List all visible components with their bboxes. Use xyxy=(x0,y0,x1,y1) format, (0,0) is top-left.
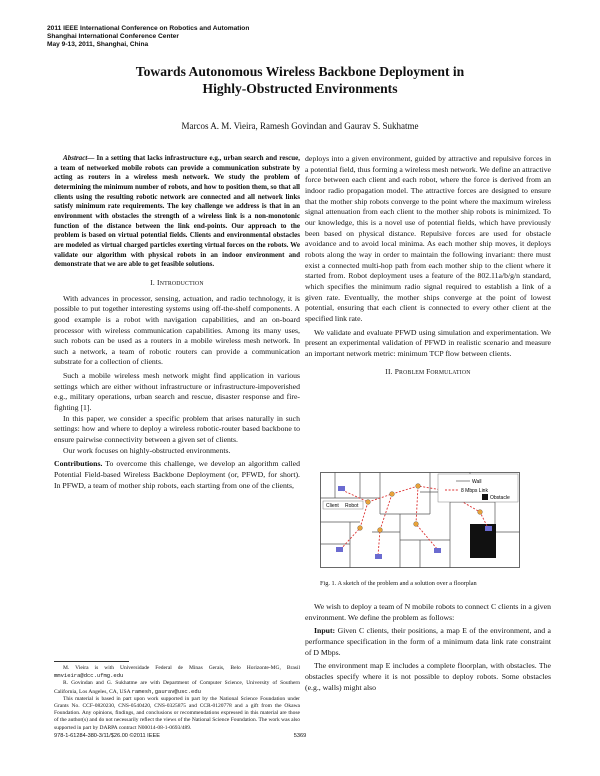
paper-title: Towards Autonomous Wireless Backbone Deployment in Highly-Obstructed Environments xyxy=(135,64,465,96)
footnote-govindan-sukhatme: R. Govindan and G. Sukhatme are with Department of Computer Science, University of Southern California, Los Angeles, CA, USA ramesh,gaurav@usc.edu xyxy=(54,680,300,695)
contributions-paragraph: Contributions. To overcome this challenge, we develop an algorithm called Potential Field-based Wireless Backbone Deployment (or, PFWD, for short). In PFWD, a team of mother ship robots, each starting from one of the clients, xyxy=(54,459,300,490)
footnote-funding: This material is based in part upon work supported in part by the National Science Foundation under Grants No. CCF-0820230, CNS-0540420, CNS-0325875 and CCR-0120778 and a gift from the Okawa Foundation. Any opinions, findings, and conclusions or recommendations expressed in this material are those of the author(s) and do not necessarily reflect the views of the National Science Foundation. The work was also supported in part by DARPA contract N00014-08-1-0693/489. xyxy=(54,695,300,731)
legend-robot: Robot xyxy=(345,503,359,509)
right-column-top xyxy=(305,154,551,379)
abstract xyxy=(54,154,300,270)
right-paragraph-1: deploys into a given environment, guided by attractive and repulsive forces in a potential field, thus forming a wireless mesh network. We define an attractive force between each client and each robot, where the force is derived from an indoor radio propagation model. The attractive forces are designed to ensure that the mother ship robots converge to the point where the maximum wireless signal attenuation from each client to the mother ship robots is minimized. To our knowledge, this is a novel use of potential fields, which have previously been based on physical distance. Repulsive forces are used for obstacle avoidance and to avoid local minima. As each mother ship moves, it deploys robots along the way in order to maintain the following invariant: there must exist a connected multi-hop path from each mother ship to the client where it started from. Robot deployment uses a feature of the 802.11a/b/g/n standard, which specifies the minimum radio signal required to establish a link of a given rate. Eventually, the mother ships converge at the point of lowest potential, ensuring that each client is connected to every other client at the specified link rate. xyxy=(305,154,551,323)
section-heading-introduction: I. INTRODUCTION xyxy=(150,277,204,287)
left-column xyxy=(54,154,300,491)
section-heading-problem-formulation: II. PROBLEM FORMULATION xyxy=(385,367,471,377)
abstract-label: Abstract xyxy=(63,154,88,162)
obstacle-block xyxy=(470,524,496,558)
figure-caption: Fig. 1. A sketch of the problem and a solution over a floorplan xyxy=(320,580,477,587)
figure-floorplan xyxy=(320,472,520,568)
abstract-text: — In a setting that lacks infrastructure e.g., urban search and rescue, a team of networked mobile robots can provide a communication substrate by acting as routers in a wireless mesh network. We study the problem of determining the minimum number of robots, and how to position them, so that all clients using the resulting robotic network are connected and all network links satisfy minimum rate requirements. The key challenge we address is that in an environment with obstacles the strength of a wireless link is a non-monotonic function of the distance between the link end-points. Our approach to the problem is based on virtual potential fields. Clients and environmental obstacles are modeled as virtual charged particles exerting virtual forces on the robots. We validate our algorithm with physical robots in an indoor environment and demonstrate that we are able to get feasible solutions. xyxy=(54,154,300,269)
legend-link: 8 Mbps Link xyxy=(461,488,488,494)
contributions-label: Contributions. xyxy=(54,459,103,469)
right-paragraph-4: The environment map E includes a complete floorplan, with obstacles. The obstacles specify where it is not possible to deploy robots. Some obstacles (e.g., walls) might also xyxy=(305,661,551,692)
email-govindan-sukhatme: ramesh,gaurav@usc.edu xyxy=(131,687,201,695)
intro-paragraph-3: In this paper, we consider a specific problem that arises naturally in such settings: how and where to deploy a wireless robotic-router based backbone to ensure pairwise connectivity between a given set of clients. xyxy=(54,413,300,445)
intro-paragraph-2: Such a mobile wireless mesh network might find application in various settings which are either without infrastructure or infrastructure-impoverished e.g., military operations, urban search and rescue, disaster response and fire-fighting [1]. xyxy=(54,371,300,413)
footnote-vieira: M. Vieira is with Universidade Federal de Minas Gerais, Belo Horizonte-MG, Brasil mmvieira@dcc.ufmg.edu xyxy=(54,665,300,680)
legend-obstacle: Obstacle xyxy=(490,495,510,501)
isbn-footer: 978-1-61284-380-3/11/$26.00 ©2011 IEEE xyxy=(54,733,160,739)
conference-header xyxy=(47,25,249,49)
footnotes xyxy=(54,665,300,732)
right-paragraph-3: We wish to deploy a team of N mobile robots to connect C clients in a given environment. We define the problem as follows: xyxy=(305,602,551,622)
input-label: Input: xyxy=(314,626,336,636)
problem-input: Input: Given C clients, their positions, a map E of the environment, and a performance specification in the form of a minimum data link rate constraint of D Mbps. xyxy=(305,626,551,657)
intro-paragraph-4: Our work focuses on highly-obstructed environments. xyxy=(63,445,231,455)
conference-date: May 9-13, 2011, Shanghai, China xyxy=(47,41,149,48)
right-paragraph-2: We validate and evaluate PFWD using simulation and experimentation. We present an experimental validation of PFWD in realistic scenario and measure an important network metric: minimum TCP flow between clients. xyxy=(305,327,551,358)
floorplan-sketch xyxy=(320,472,520,568)
conference-name: 2011 IEEE International Conference on Robotics and Automation xyxy=(47,25,250,32)
legend-client: Client xyxy=(326,503,339,509)
conference-venue: Shanghai International Conference Center xyxy=(47,33,179,40)
page-number: 5369 xyxy=(293,733,307,739)
legend-wall: Wall xyxy=(472,479,482,485)
footnote-rule xyxy=(54,661,129,662)
right-column-bottom xyxy=(305,602,551,693)
paper-authors: Marcos A. M. Vieira, Ramesh Govindan and Gaurav S. Sukhatme xyxy=(181,121,419,131)
email-vieira: mmvieira@dcc.ufmg.edu xyxy=(54,672,124,680)
intro-paragraph-1: With advances in processor, sensing, actuation, and radio technology, it is possible to put together interesting systems using off-the-shelf components. A good example is a robot with navigation capabilities, and an on-board processor with wireless communication capabilities. Among its many uses, such robots can be used as a routers in a mobile wireless mesh network. In such a network, a team of robotic routers can provide a communication substrate for a collection of clients. xyxy=(54,293,300,367)
